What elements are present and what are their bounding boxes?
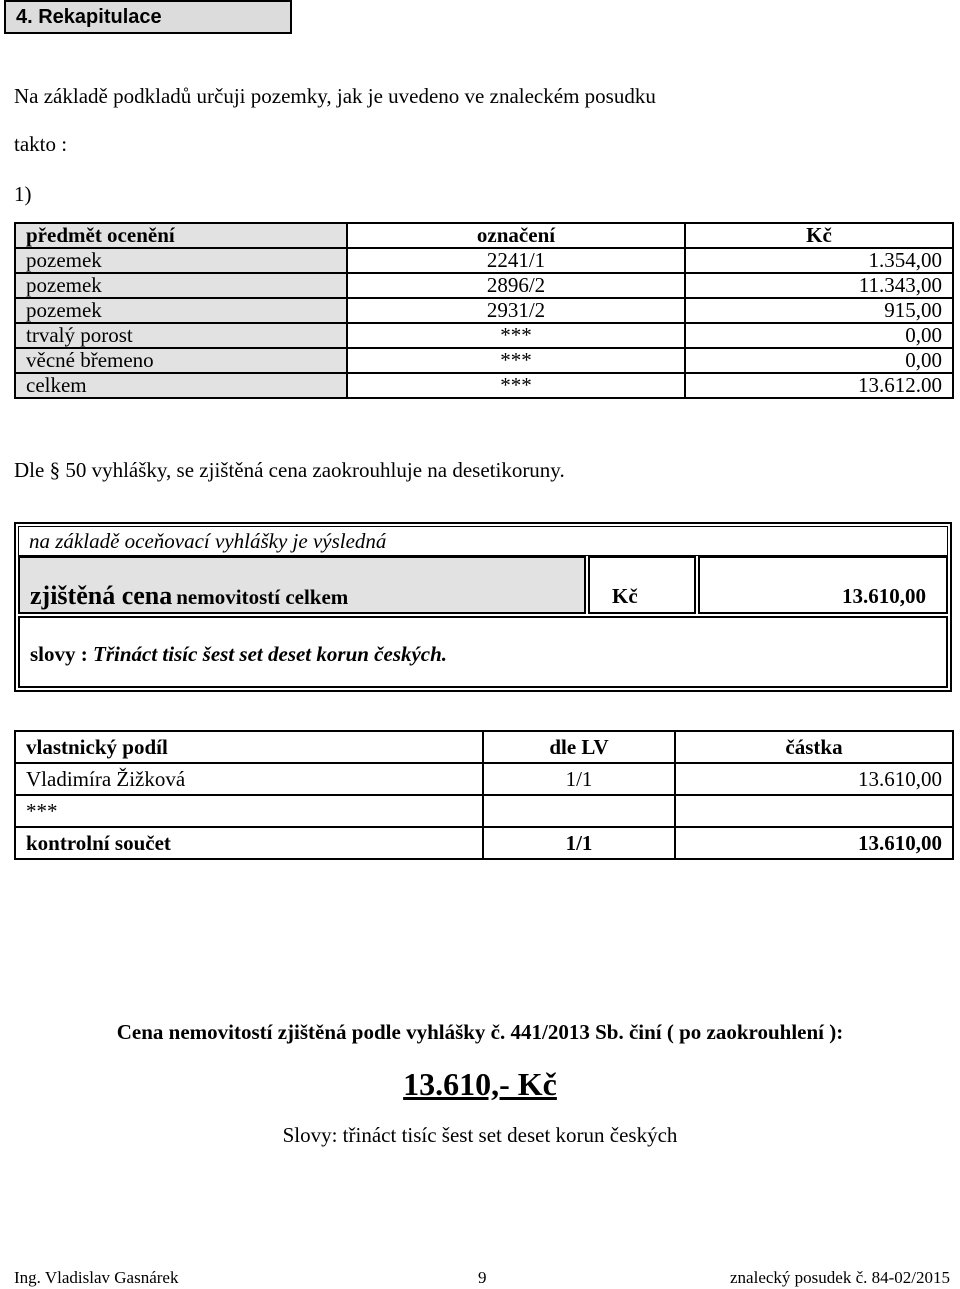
- result-label-small: nemovitostí celkem: [176, 585, 349, 609]
- section-header: 4. Rekapitulace: [4, 0, 292, 34]
- ownership-table: [14, 730, 954, 860]
- table-cell: 1/1: [483, 827, 675, 859]
- table-cell: celkem: [15, 373, 347, 398]
- table-header-row: [15, 731, 953, 763]
- result-words-row: [18, 616, 948, 688]
- table-cell: kontrolní součet: [15, 827, 483, 859]
- table-cell: 2896/2: [347, 273, 685, 298]
- table-row: [15, 273, 953, 298]
- table-cell: 2241/1: [347, 248, 685, 273]
- table-row: [15, 348, 953, 373]
- final-amount-words: Slovy: třináct tisíc šest set deset korun českých: [282, 1123, 678, 1147]
- table-cell: 1.354,00: [685, 248, 953, 273]
- table-cell: ***: [347, 348, 685, 373]
- footer-page-number: 9: [478, 1268, 487, 1287]
- result-box: [14, 522, 952, 692]
- result-words: Třináct tisíc šest set deset korun českých.: [93, 642, 448, 666]
- table-cell: 0,00: [685, 323, 953, 348]
- table-row: [15, 248, 953, 273]
- table-cell: Vladimíra Žižková: [15, 763, 483, 795]
- table-total-row: [15, 373, 953, 398]
- table-cell: 11.343,00: [685, 273, 953, 298]
- table-cell: 13.610,00: [675, 827, 953, 859]
- table-cell: ***: [347, 373, 685, 398]
- table-cell: 1/1: [483, 763, 675, 795]
- result-amount: 13.610,00: [842, 584, 926, 608]
- header-cell: označení: [347, 223, 685, 248]
- table-cell: [675, 795, 953, 827]
- final-price-line: Cena nemovitostí zjištěná podle vyhlášky č. 441/2013 Sb. činí ( po zaokrouhlení ):: [116, 1020, 844, 1044]
- table-cell: 13.610,00: [675, 763, 953, 795]
- result-amount-cell: [698, 556, 948, 614]
- section-symbol: §: [49, 458, 61, 482]
- final-amount: 13.610,- Kč: [403, 1066, 557, 1102]
- table-cell: 13.612.00: [685, 373, 953, 398]
- table-cell: ***: [15, 795, 483, 827]
- header-cell: částka: [675, 731, 953, 763]
- table-cell: věcné břemeno: [15, 348, 347, 373]
- item-number: 1): [14, 182, 32, 206]
- valuation-table: [14, 222, 954, 399]
- table-cell: 915,00: [685, 298, 953, 323]
- table-cell: 0,00: [685, 348, 953, 373]
- table-cell: ***: [347, 323, 685, 348]
- table-cell: pozemek: [15, 248, 347, 273]
- table-row: [15, 323, 953, 348]
- table-row: [15, 763, 953, 795]
- result-label-big: zjištěná cena: [30, 581, 173, 610]
- footer-reference: znalecký posudek č. 84-02/2015: [730, 1268, 950, 1287]
- table-cell: trvalý porost: [15, 323, 347, 348]
- header-cell: předmět ocenění: [15, 223, 347, 248]
- table-cell: 2931/2: [347, 298, 685, 323]
- table-cell: pozemek: [15, 273, 347, 298]
- table-cell: pozemek: [15, 298, 347, 323]
- header-cell: dle LV: [483, 731, 675, 763]
- intro-text: Na základě podkladů určuji pozemky, jak je uvedeno ve znaleckém posudku: [14, 84, 656, 108]
- rounding-note: [14, 458, 565, 483]
- result-label-cell: [18, 556, 586, 614]
- table-total-row: [15, 827, 953, 859]
- rounding-prefix: Dle: [14, 458, 45, 482]
- result-intro: na základě oceňovací vyhlášky je výsledná: [18, 526, 948, 556]
- result-words-prefix: slovy :: [30, 642, 88, 666]
- header-cell: vlastnický podíl: [15, 731, 483, 763]
- table-cell: [483, 795, 675, 827]
- footer-author: Ing. Vladislav Gasnárek: [14, 1268, 179, 1287]
- result-currency-cell: [588, 556, 696, 614]
- table-row: [15, 298, 953, 323]
- table-header-row: [15, 223, 953, 248]
- result-currency: Kč: [612, 584, 638, 608]
- rounding-rest: 50 vyhlášky, se zjištěná cena zaokrouhluje na desetikoruny.: [65, 458, 565, 482]
- takto-text: takto :: [14, 132, 68, 156]
- header-cell: Kč: [685, 223, 953, 248]
- table-row: [15, 795, 953, 827]
